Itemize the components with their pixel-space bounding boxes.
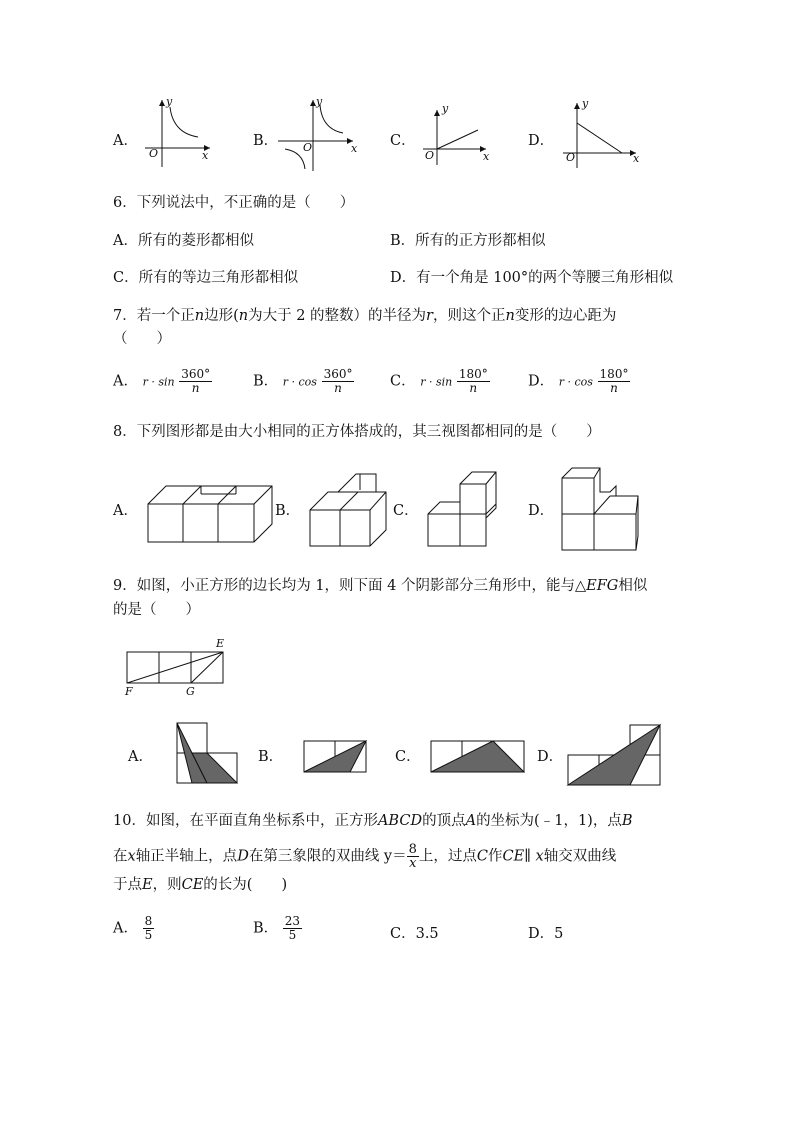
q10-b-num: 23: [284, 914, 301, 928]
q5-a-origin-label: O: [149, 147, 159, 160]
q7-var-n-1: n: [194, 308, 205, 324]
q9-option-b-letter: B．: [258, 749, 284, 765]
q9-figure-d: [567, 724, 663, 788]
q10-fraction: [407, 843, 419, 870]
q10-text-2e: 作: [488, 848, 503, 865]
q7-c-letter: C．: [390, 373, 416, 390]
q10-text-2c: 在第三象限的双曲线 y＝: [248, 848, 407, 865]
q9-figure-a: [176, 722, 240, 786]
q7-a-expr: r · sin: [142, 375, 175, 389]
q8-figure-b: [308, 472, 390, 550]
q5-option-a-letter: A．: [113, 133, 138, 149]
q7-var-r: r: [426, 308, 433, 324]
q10-text-3c: 的长为( ): [203, 877, 288, 893]
q9-stem-line1: [113, 576, 647, 596]
q10-text-2d: 上，过点: [418, 848, 477, 865]
q9-label-f: F: [125, 685, 133, 698]
q10-stem-line2: [113, 843, 616, 870]
q10-var-abcd: ABCD: [377, 813, 423, 829]
q7-d-num: 180°: [599, 367, 629, 381]
q10-var-d: D: [237, 848, 249, 865]
q10-var-a: A: [465, 813, 477, 829]
q7-b-letter: B．: [253, 373, 279, 390]
q10-stem-line1: [113, 811, 632, 831]
q5-option-d-letter: D．: [528, 133, 555, 149]
q8-figure-d: [560, 466, 642, 552]
q10-var-c: C: [476, 848, 489, 865]
q5-b-y-label: y: [316, 95, 323, 108]
q7-d-den: n: [610, 381, 618, 395]
q10-b-fraction: [283, 915, 302, 942]
q6-option-d: D．有一个角是 100°的两个等腰三角形相似: [390, 270, 674, 286]
q10-text-3b: ，则: [152, 877, 182, 893]
q10-var-x2: x: [535, 848, 544, 865]
q10-var-e: E: [142, 877, 153, 893]
q8-option-b-letter: B．: [275, 503, 301, 519]
q5-option-c-letter: C．: [390, 133, 416, 149]
q10-frac-num: 8: [408, 842, 417, 857]
q8-option-a-letter: A．: [113, 503, 138, 519]
q9-label-g: G: [186, 685, 195, 698]
q7-c-den: n: [469, 381, 478, 395]
q7-stem-text-2: 边形(: [204, 308, 239, 324]
q8-figure-a: [146, 478, 276, 548]
q7-b-fraction: [322, 368, 355, 395]
q10-a-fraction: [143, 915, 155, 942]
q5-d-x-label: x: [633, 152, 640, 165]
q10-text-1a: 10．如图，在平面直角坐标系中，正方形: [113, 813, 378, 829]
q7-var-n-3: n: [505, 308, 515, 324]
q7-d-fraction: [598, 368, 631, 395]
q9-option-d-letter: D．: [537, 749, 564, 765]
q9-stem-text-2: 相似: [618, 578, 648, 594]
q7-var-n-2: n: [238, 308, 249, 324]
q10-var-x: x: [127, 848, 136, 865]
q7-stem-text-3: 为大于 2 的整数）的半径为: [248, 308, 427, 324]
q5-d-y-label: y: [582, 97, 589, 110]
q8-figure-c: [426, 470, 508, 550]
q8-option-c-letter: C．: [393, 503, 419, 519]
q7-option-b: [253, 368, 354, 395]
q5-option-b-letter: B．: [253, 133, 279, 149]
q10-a-den: 5: [144, 928, 153, 942]
q9-stem-text-1: 9．如图，小正方形的边长均为 1，则下面 4 个阴影部分三角形中，能与△: [113, 578, 587, 594]
q10-b-letter: B．: [253, 920, 279, 937]
q8-option-d-letter: D．: [528, 503, 555, 519]
q7-option-a: [113, 368, 212, 395]
q10-var-ce-parallel: CE∥: [502, 848, 531, 865]
q9-option-a-letter: A．: [128, 749, 153, 765]
q7-a-num: 360°: [181, 367, 211, 381]
q9-stem-line2: 的是（ ）: [113, 602, 200, 618]
q10-text-1c: 的坐标为(﹣1，1)，点: [476, 813, 622, 829]
q10-a-num: 8: [144, 914, 153, 928]
q7-b-num: 360°: [323, 367, 353, 381]
q5-c-origin-label: O: [425, 149, 435, 162]
q7-stem-text-1: 7．若一个正: [113, 308, 195, 324]
q7-paren: （ ）: [113, 331, 171, 347]
q7-c-fraction: [457, 368, 490, 395]
q9-reference-figure: [126, 650, 226, 685]
q10-option-c: C．3.5: [390, 926, 439, 942]
q5-b-origin-label: O: [303, 141, 313, 154]
q6-option-a: A．所有的菱形都相似: [113, 233, 254, 249]
q7-stem-line1: [113, 306, 616, 326]
q10-a-letter: A．: [113, 920, 138, 937]
q10-text-3a: 于点: [113, 877, 142, 893]
q10-option-d: D．5: [528, 926, 564, 942]
q6-stem: 6．下列说法中，不正确的是（ ）: [113, 195, 355, 211]
q7-a-den: n: [191, 381, 200, 395]
q7-b-den: n: [334, 381, 342, 395]
q10-stem-line3: [113, 875, 287, 895]
q10-text-2a: 在: [113, 848, 128, 865]
q10-b-den: 5: [288, 928, 297, 942]
q9-triangle-name: EFG: [586, 578, 619, 594]
q10-var-ce: CE: [181, 877, 204, 893]
q5-d-origin-label: O: [566, 151, 576, 164]
q7-c-num: 180°: [458, 367, 488, 381]
q10-option-a: [113, 915, 154, 942]
q10-text-2f: 轴交双曲线: [543, 848, 617, 865]
q10-var-b: B: [621, 813, 633, 829]
q9-figure-c: [430, 740, 526, 774]
q9-label-e: E: [216, 637, 225, 650]
q7-c-expr: r · sin: [420, 375, 453, 389]
q6-option-c: C．所有的等边三角形都相似: [113, 270, 299, 286]
q8-stem: 8．下列图形都是由大小相同的正方体搭成的，其三视图都相同的是（ ）: [113, 424, 601, 440]
q7-stem-text-4: ，则这个正: [432, 308, 506, 324]
q10-frac-den: x: [409, 856, 417, 871]
q7-option-c: [390, 368, 490, 395]
q10-option-b: [253, 915, 302, 942]
q7-b-expr: r · cos: [282, 375, 317, 389]
q5-c-y-label: y: [442, 102, 449, 115]
q6-option-b: B．所有的正方形都相似: [390, 233, 546, 249]
q7-d-letter: D．: [528, 373, 555, 390]
q7-a-fraction: [179, 368, 212, 395]
q9-option-c-letter: C．: [395, 749, 421, 765]
q7-a-letter: A．: [113, 373, 138, 390]
q10-text-1b: 的顶点: [422, 813, 466, 829]
q7-option-d: [528, 368, 630, 395]
q5-b-x-label: x: [351, 142, 358, 155]
q10-text-2b: 轴正半轴上，点: [135, 848, 238, 865]
q7-d-expr: r · cos: [558, 375, 593, 389]
q5-a-y-label: y: [166, 95, 173, 108]
q9-figure-b: [303, 740, 369, 774]
q5-a-x-label: x: [202, 149, 209, 162]
q7-stem-text-5: 变形的边心距为: [514, 308, 617, 324]
q5-c-x-label: x: [483, 150, 490, 163]
